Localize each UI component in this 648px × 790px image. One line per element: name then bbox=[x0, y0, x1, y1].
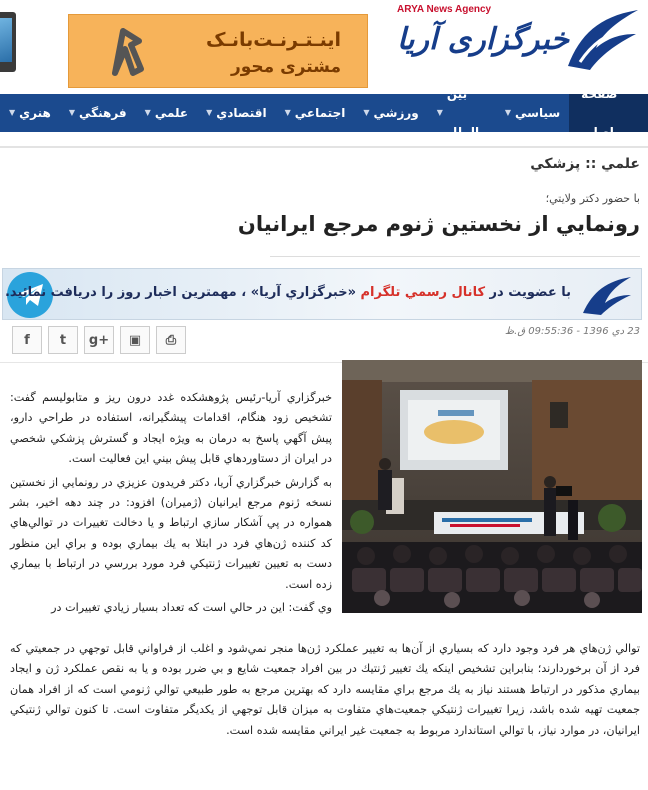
chevron-down-icon: ▼ bbox=[206, 108, 213, 117]
nav-item-label: فرهنگي bbox=[79, 106, 127, 120]
article-body-side bbox=[10, 388, 332, 621]
chevron-down-icon: ▼ bbox=[144, 108, 151, 117]
chevron-down-icon: ▼ bbox=[68, 108, 75, 117]
nav-item-label: اجتماعي bbox=[294, 106, 346, 120]
telegram-message bbox=[5, 285, 571, 300]
article-title: رونمايي از نخستين ژنوم مرجع ايرانيان bbox=[237, 212, 640, 236]
divider bbox=[0, 146, 648, 148]
telegram-message-suffix: «خبرگزاري آريا» ، مهمترين اخبار روز را دريافت نمائيد. bbox=[4, 285, 361, 300]
telegram-message-prefix: با عضويت در bbox=[485, 285, 571, 300]
article-category[interactable]: علمي :: پزشكي bbox=[530, 156, 640, 172]
chevron-down-icon: ▼ bbox=[436, 108, 443, 117]
bank-ad-banner[interactable] bbox=[68, 14, 368, 88]
banner-line-1: اینـتـرنـت‌بانـک bbox=[205, 29, 341, 51]
chevron-down-icon: ▼ bbox=[363, 108, 370, 117]
article-paragraph: وي گفت: اين در حالي است كه تعداد بسيار زيادي تغييرات در bbox=[51, 601, 332, 615]
article-photo[interactable] bbox=[342, 360, 642, 613]
article-date: 23 دي 1396 - 09:55:36 ق.ظ bbox=[504, 326, 640, 337]
nav-item-3[interactable] bbox=[354, 94, 427, 132]
site-logo-text[interactable]: خبرگزاری آریا bbox=[397, 22, 570, 57]
nav-item-6[interactable] bbox=[136, 94, 197, 132]
article-paragraph: به گزارش خبرگزاري آريا، دكتر فريدون عزيزي در رونمايي از نخستين نسخه ژنوم مرجع ايرانيان (ژميران) افزود: در چند دهه اخير، بشر همواره در پي آشكار سازي ارتباط و يا دخالت تغييرات در توالي‌هاي كد كننده ژن‌هاي فرد در ابتلا به يك بيماري بوده و براي اين منظور دست به تعيين تغييرات ژنتيكي فرد مورد بررسي در ارتباط با بيماري زده است. bbox=[10, 475, 332, 591]
title-divider bbox=[270, 256, 640, 257]
banner-line-2: مشتری محور bbox=[230, 57, 341, 77]
nav-item-5[interactable] bbox=[197, 94, 276, 132]
twitter-icon[interactable]: t bbox=[48, 326, 78, 354]
article-paragraph: خبرگزاري آريا-رئيس پژوهشكده غدد درون ريز و متابوليسم گفت: تشخيص زود هنگام، اقدامات پيشگيرانه، استفاده در طراحي دارو، پيش آگهي پاسخ به درمان به ويژه ايجاد و گسترش پزشكي شخصي در ايران از دستاوردهاي قابل پيش بيني اين فعاليت است. bbox=[10, 391, 332, 466]
nav-item-1[interactable] bbox=[496, 94, 569, 132]
site-logo-mark[interactable] bbox=[560, 4, 642, 76]
google-plus-icon[interactable]: g+ bbox=[84, 326, 114, 354]
telegram-channel-banner[interactable] bbox=[2, 268, 642, 320]
nav-item-7[interactable] bbox=[60, 94, 136, 132]
share-toolbar bbox=[12, 326, 186, 354]
article-body-full: توالي ژن‌هاي هر فرد وجود دارد كه بسياري از آن‌ها به تغيير عملكرد ژن‌ها منجر نمي‌شود و اغلب از فراواني قابل توجهي در جمعيتي كه فرد از آن برخوردارند؛ بنابراين تشخيص اينكه يك تغيير ژنتيك در بين افراد جمعيت شايع و بي ضرر بوده و يا به نقص عملكرد ژن و ايجاد بيماري مذكور در ارتباط هستند نياز به يك مرجع براي مقايسه دارد كه بهترين مرجع به طور طبيعي توالي ژنومي است كه از افراد همان جمعيت تهيه شده باشد، زيرا تغييرات ژنتيكي جمعيت‌هاي متفاوت به ميزان قابل توجهي از يكديگر متفاوت است. تا كنون توالي ژنتيكي ايرانيان، در موارد نياز، با توالي استاندارد مربوط به جمعيت غير ايراني مقايسه شده است. bbox=[10, 642, 640, 737]
side-ad-device[interactable] bbox=[0, 12, 16, 72]
chevron-down-icon: ▼ bbox=[284, 108, 291, 117]
cursor-arrow-icon bbox=[109, 23, 149, 81]
nav-item-8[interactable] bbox=[0, 94, 60, 132]
nav-item-label: صفحه اصلی bbox=[581, 87, 618, 139]
site-header bbox=[0, 0, 648, 94]
facebook-icon[interactable]: f bbox=[12, 326, 42, 354]
nav-item-label: ورزشي bbox=[373, 106, 419, 120]
agency-english-name: ARYA News Agency bbox=[397, 4, 492, 15]
nav-item-label: هنري bbox=[19, 106, 51, 120]
nav-item-2[interactable] bbox=[428, 87, 496, 139]
telegram-channel-highlight: كانال رسمي تلگرام bbox=[360, 285, 486, 300]
image-icon[interactable]: ▣ bbox=[120, 326, 150, 354]
nav-item-label: علمي bbox=[154, 106, 189, 120]
nav-item-4[interactable] bbox=[276, 94, 355, 132]
nav-item-label: بين الملل bbox=[446, 87, 480, 139]
article-lead: با حضور دكتر ولايتي؛ bbox=[545, 192, 640, 205]
nav-item-label: اقتصادي bbox=[216, 106, 267, 120]
nav-item-label: سياسي bbox=[515, 106, 561, 120]
conference-hall-image bbox=[342, 360, 642, 613]
print-icon[interactable]: ⎙ bbox=[156, 326, 186, 354]
main-nav bbox=[0, 87, 648, 139]
arya-logo-icon bbox=[579, 273, 635, 317]
chevron-down-icon: ▼ bbox=[504, 108, 511, 117]
chevron-down-icon: ▼ bbox=[9, 108, 16, 117]
nav-item-0[interactable] bbox=[569, 87, 648, 139]
